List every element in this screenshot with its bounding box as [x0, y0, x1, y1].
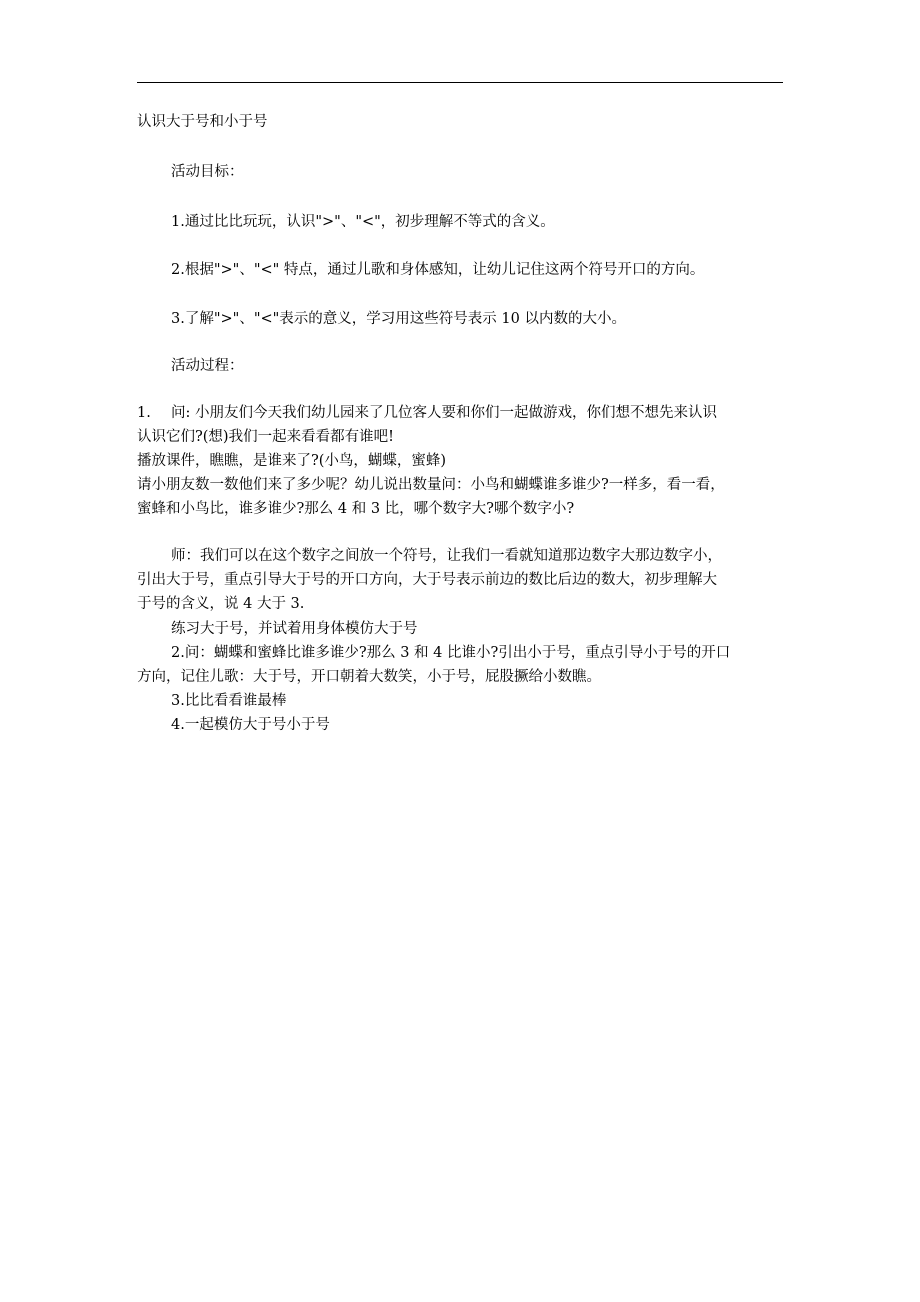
goals-heading: 活动目标：	[171, 164, 244, 180]
goal-item-1: 1.通过比比玩玩，认识">"、"<"，初步理解不等式的含义。	[171, 214, 555, 230]
process-item-1-line-2: 认识它们?(想)我们一起来看看都有谁吧!	[137, 429, 394, 445]
process-item-1-number: 1.	[137, 405, 151, 421]
process-line-4: 请小朋友数一数他们来了多少呢？幼儿说出数量问：小鸟和蝴蝶谁多谁少?一样多，看一看，	[137, 477, 725, 493]
process-item-2-line-2: 方向，记住儿歌：大于号，开口朝着大数笑，小于号，屁股撅给小数瞧。	[137, 669, 601, 685]
goal-item-2: 2.根据">"、"<" 特点，通过儿歌和身体感知，让幼儿记住这两个符号开口的方向。	[171, 262, 705, 278]
practice-line: 练习大于号，并试着用身体模仿大于号	[171, 621, 418, 637]
goal-item-3: 3.了解">"、"<"表示的意义，学习用这些符号表示 10 以内数的大小。	[171, 311, 626, 327]
teacher-line-3: 于号的含义，说 4 大于 3.	[137, 596, 305, 612]
teacher-line-1: 师：我们可以在这个数字之间放一个符号，让我们一看就知道那边数字大那边数字小，	[171, 548, 722, 564]
process-item-2-line-1: 2.问：蝴蝶和蜜蜂比谁多谁少?那么 3 和 4 比谁小?引出小于号，重点引导小于号的开口	[171, 645, 731, 661]
process-heading: 活动过程：	[171, 358, 244, 374]
process-line-3: 播放课件，瞧瞧，是谁来了?(小鸟，蝴蝶，蜜蜂)	[137, 453, 447, 469]
process-item-4: 4.一起模仿大于号小于号	[171, 717, 330, 733]
teacher-line-2: 引出大于号，重点引导大于号的开口方向，大于号表示前边的数比后边的数大，初步理解大	[137, 572, 717, 588]
header-rule	[137, 82, 783, 83]
process-line-5: 蜜蜂和小鸟比，谁多谁少?那么 4 和 3 比，哪个数字大?哪个数字小?	[137, 501, 575, 517]
process-item-1-text: 问: 小朋友们今天我们幼儿园来了几位客人要和你们一起做游戏，你们想不想先来认识	[171, 405, 717, 421]
document-title: 认识大于号和小于号	[137, 114, 268, 130]
process-item-3: 3.比比看看谁最棒	[171, 693, 287, 709]
process-item-1-line-1	[137, 403, 717, 423]
